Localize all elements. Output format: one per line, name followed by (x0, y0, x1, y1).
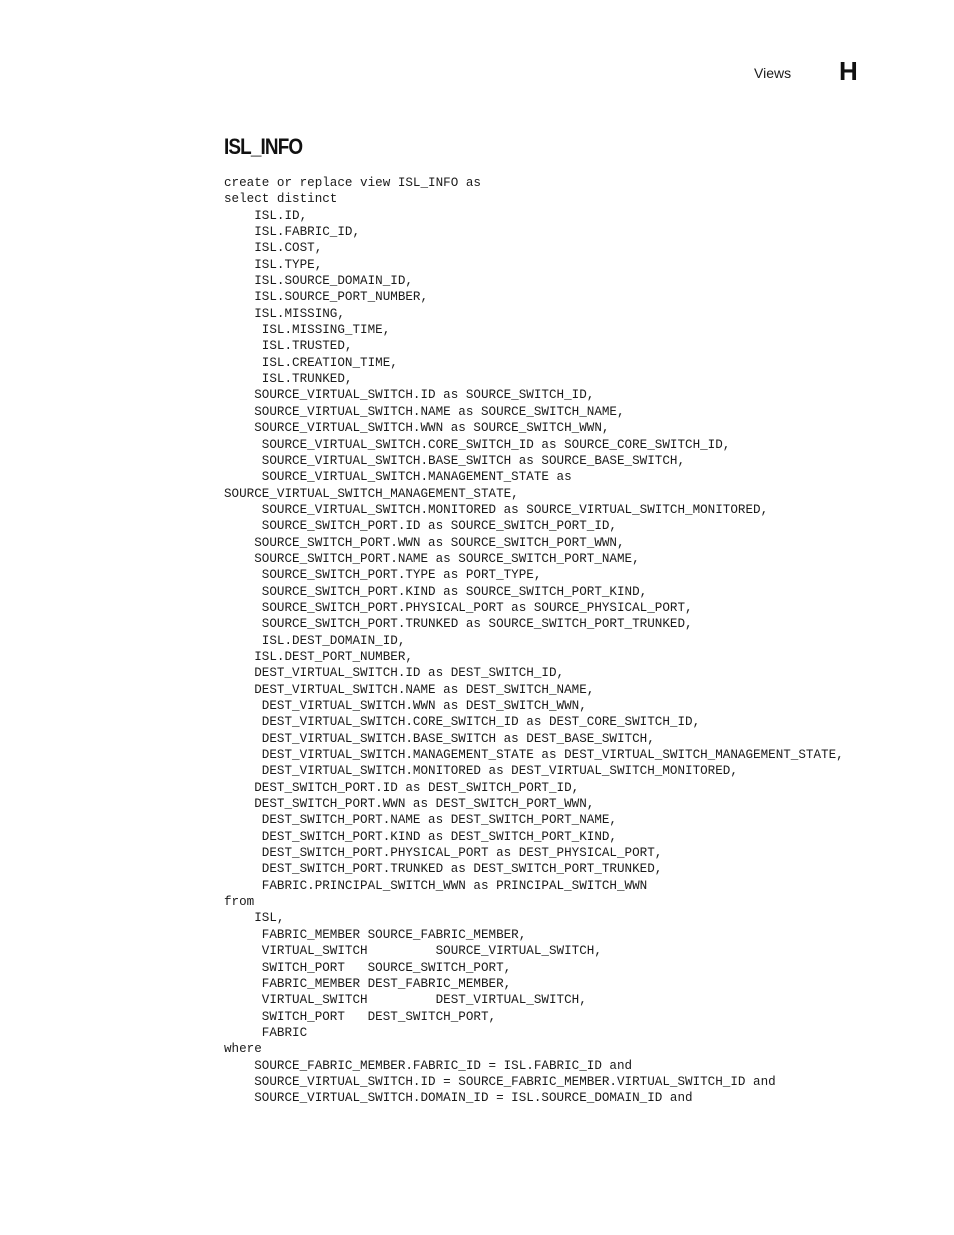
code-line: ISL.SOURCE_DOMAIN_ID, (224, 274, 413, 289)
code-line: ISL.DEST_DOMAIN_ID, (224, 633, 406, 648)
code-line: SOURCE_SWITCH_PORT.PHYSICAL_PORT as SOURCE_PHYSICAL_PORT, (224, 600, 693, 615)
code-line: DEST_VIRTUAL_SWITCH.MONITORED as DEST_VIRTUAL_SWITCH_MONITORED, (224, 764, 738, 779)
code-line: SOURCE_VIRTUAL_SWITCH.DOMAIN_ID = ISL.SOURCE_DOMAIN_ID and (224, 1091, 693, 1106)
code-line: FABRIC_MEMBER SOURCE_FABRIC_MEMBER, (224, 927, 527, 942)
code-line: VIRTUAL_SWITCH DEST_VIRTUAL_SWITCH, (224, 993, 587, 1008)
code-line: SOURCE_VIRTUAL_SWITCH_MANAGEMENT_STATE, (224, 486, 519, 501)
code-line: DEST_VIRTUAL_SWITCH.MANAGEMENT_STATE as DEST_VIRTUAL_SWITCH_MANAGEMENT_STATE, (224, 748, 844, 763)
code-line: ISL.ID, (224, 208, 308, 223)
appendix-letter: H (839, 56, 858, 86)
section-title: ISL_INFO (224, 134, 303, 159)
code-line: where (224, 1042, 262, 1057)
code-line: SOURCE_SWITCH_PORT.WWN as SOURCE_SWITCH_PORT_WWN, (224, 535, 625, 550)
sql-code-block (224, 175, 944, 1107)
code-line: DEST_SWITCH_PORT.ID as DEST_SWITCH_PORT_ID, (224, 780, 580, 795)
code-line: ISL.SOURCE_PORT_NUMBER, (224, 290, 429, 305)
code-line: DEST_VIRTUAL_SWITCH.WWN as DEST_SWITCH_WWN, (224, 699, 587, 713)
code-line: SOURCE_VIRTUAL_SWITCH.ID = SOURCE_FABRIC_MEMBER.VIRTUAL_SWITCH_ID and (224, 1074, 776, 1089)
code-line: SOURCE_VIRTUAL_SWITCH.BASE_SWITCH as SOURCE_BASE_SWITCH, (224, 453, 686, 468)
code-line: DEST_SWITCH_PORT.PHYSICAL_PORT as DEST_PHYSICAL_PORT, (224, 846, 663, 861)
code-line: SOURCE_VIRTUAL_SWITCH.MANAGEMENT_STATE as (224, 470, 572, 485)
code-line: ISL.TYPE, (224, 257, 323, 272)
running-header-section: Views (754, 65, 792, 81)
code-line: ISL, (224, 911, 285, 926)
code-line: DEST_SWITCH_PORT.WWN as DEST_SWITCH_PORT_WWN, (224, 797, 595, 812)
code-line: SWITCH_PORT DEST_SWITCH_PORT, (224, 1009, 497, 1024)
code-line: DEST_SWITCH_PORT.TRUNKED as DEST_SWITCH_PORT_TRUNKED, (224, 862, 663, 877)
code-line: VIRTUAL_SWITCH SOURCE_VIRTUAL_SWITCH, (224, 944, 602, 959)
code-line: ISL.COST, (224, 241, 323, 256)
code-line: SOURCE_VIRTUAL_SWITCH.WWN as SOURCE_SWITCH_WWN, (224, 421, 610, 436)
code-line: SOURCE_VIRTUAL_SWITCH.CORE_SWITCH_ID as SOURCE_CORE_SWITCH_ID, (224, 437, 731, 452)
code-line: create or replace view ISL_INFO as (224, 176, 481, 190)
code-line: ISL.DEST_PORT_NUMBER, (224, 649, 413, 664)
code-line: FABRIC (224, 1025, 308, 1040)
code-line: DEST_VIRTUAL_SWITCH.NAME as DEST_SWITCH_NAME, (224, 682, 595, 697)
code-line: DEST_SWITCH_PORT.NAME as DEST_SWITCH_PORT_NAME, (224, 813, 617, 828)
code-line: SOURCE_SWITCH_PORT.NAME as SOURCE_SWITCH_PORT_NAME, (224, 551, 640, 566)
code-line: DEST_VIRTUAL_SWITCH.ID as DEST_SWITCH_ID, (224, 666, 565, 681)
code-line: DEST_VIRTUAL_SWITCH.CORE_SWITCH_ID as DEST_CORE_SWITCH_ID, (224, 715, 701, 730)
code-line: ISL.CREATION_TIME, (224, 355, 398, 370)
code-line: ISL.TRUNKED, (224, 372, 353, 387)
code-line: SOURCE_SWITCH_PORT.ID as SOURCE_SWITCH_PORT_ID, (224, 519, 617, 534)
code-line: SOURCE_SWITCH_PORT.TRUNKED as SOURCE_SWITCH_PORT_TRUNKED, (224, 617, 693, 632)
code-line: ISL.TRUSTED, (224, 339, 353, 354)
code-line: from (224, 895, 255, 910)
code-line: SOURCE_FABRIC_MEMBER.FABRIC_ID = ISL.FABRIC_ID and (224, 1058, 633, 1073)
code-line: SOURCE_SWITCH_PORT.KIND as SOURCE_SWITCH_PORT_KIND, (224, 584, 648, 599)
code-line: ISL.MISSING_TIME, (224, 323, 391, 338)
code-line: SOURCE_SWITCH_PORT.TYPE as PORT_TYPE, (224, 568, 542, 583)
code-line: select distinct (224, 192, 338, 207)
code-line: DEST_SWITCH_PORT.KIND as DEST_SWITCH_PORT_KIND, (224, 829, 617, 844)
code-line: SOURCE_VIRTUAL_SWITCH.MONITORED as SOURCE_VIRTUAL_SWITCH_MONITORED, (224, 502, 769, 517)
code-line: ISL.MISSING, (224, 306, 345, 321)
code-line: SOURCE_VIRTUAL_SWITCH.ID as SOURCE_SWITCH_ID, (224, 388, 595, 403)
code-line: DEST_VIRTUAL_SWITCH.BASE_SWITCH as DEST_BASE_SWITCH, (224, 731, 655, 746)
code-line: SOURCE_VIRTUAL_SWITCH.NAME as SOURCE_SWITCH_NAME, (224, 404, 625, 419)
code-line: FABRIC.PRINCIPAL_SWITCH_WWN as PRINCIPAL_SWITCH_WWN (224, 878, 648, 893)
code-line: ISL.FABRIC_ID, (224, 225, 361, 240)
code-line: SWITCH_PORT SOURCE_SWITCH_PORT, (224, 960, 512, 975)
code-line: FABRIC_MEMBER DEST_FABRIC_MEMBER, (224, 976, 512, 991)
